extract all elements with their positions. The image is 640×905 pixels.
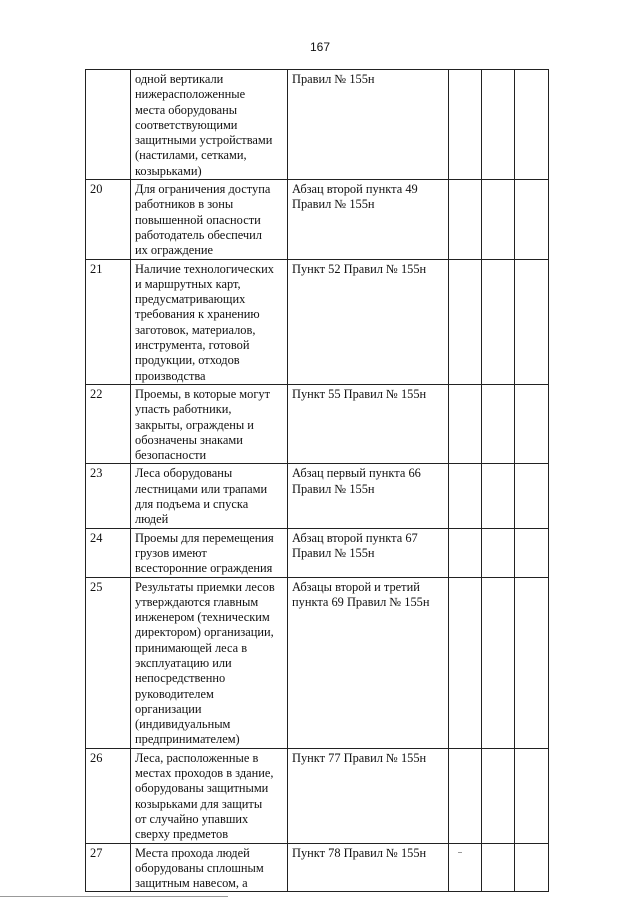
table-row bbox=[86, 528, 549, 577]
answer-na-cell bbox=[515, 180, 549, 259]
row-number: 24 bbox=[86, 528, 131, 577]
table-row bbox=[86, 259, 549, 384]
reference-text: Абзац второй пункта 49 Правил № 155н bbox=[292, 182, 418, 212]
answer-yes-cell bbox=[449, 259, 482, 384]
answer-na-cell bbox=[515, 384, 549, 463]
row-number: 23 bbox=[86, 464, 131, 528]
requirement-cell bbox=[131, 384, 288, 463]
row-number: 21 bbox=[86, 259, 131, 384]
answer-yes-cell bbox=[449, 748, 482, 843]
table-row bbox=[86, 577, 549, 748]
answer-na-cell bbox=[515, 528, 549, 577]
reference-cell bbox=[288, 748, 449, 843]
checklist-table bbox=[85, 69, 549, 892]
requirement-cell bbox=[131, 180, 288, 259]
answer-no-cell bbox=[482, 180, 515, 259]
requirement-cell bbox=[131, 843, 288, 892]
scan-mark bbox=[458, 852, 462, 853]
answer-yes-cell bbox=[449, 70, 482, 180]
reference-text: Пункт 55 Правил № 155н bbox=[292, 386, 427, 401]
table-row bbox=[86, 843, 549, 892]
requirement-text: Места прохода людей оборудованы сплошным защитным навесом, а bbox=[135, 845, 264, 891]
reference-text: Пункт 77 Правил № 155н bbox=[292, 750, 427, 765]
reference-cell bbox=[288, 528, 449, 577]
row-number: 20 bbox=[86, 180, 131, 259]
answer-yes-cell bbox=[449, 464, 482, 528]
table-row bbox=[86, 180, 549, 259]
reference-cell bbox=[288, 259, 449, 384]
answer-na-cell bbox=[515, 748, 549, 843]
page-number: 167 bbox=[309, 40, 331, 54]
answer-no-cell bbox=[482, 464, 515, 528]
answer-no-cell bbox=[482, 259, 515, 384]
answer-yes-cell bbox=[449, 180, 482, 259]
reference-text: Пункт 78 Правил № 155н bbox=[292, 845, 427, 860]
requirement-text: Леса оборудованы лестницами или трапами для подъема и спуска людей bbox=[135, 466, 268, 527]
answer-no-cell bbox=[482, 577, 515, 748]
row-number: 25 bbox=[86, 577, 131, 748]
requirement-cell bbox=[131, 259, 288, 384]
answer-no-cell bbox=[482, 843, 515, 892]
reference-cell bbox=[288, 384, 449, 463]
requirement-text: Результаты приемки лесов утверждаются главным инженером (техническим директором) организации, принимающей леса в эксплуатацию или непосредственно руководителем организации (индивидуальным предпринимателем) bbox=[135, 579, 275, 747]
reference-cell bbox=[288, 464, 449, 528]
answer-no-cell bbox=[482, 748, 515, 843]
footnote-divider bbox=[0, 896, 228, 897]
table-row bbox=[86, 464, 549, 528]
requirement-cell bbox=[131, 748, 288, 843]
answer-na-cell bbox=[515, 843, 549, 892]
row-number: 22 bbox=[86, 384, 131, 463]
answer-na-cell bbox=[515, 70, 549, 180]
reference-text: Абзацы второй и третий пункта 69 Правил № 155н bbox=[292, 579, 430, 609]
table-row bbox=[86, 70, 549, 180]
answer-no-cell bbox=[482, 384, 515, 463]
requirement-text: Проемы, в которые могут упасть работники, закрыты, ограждены и обозначены знаками безопасности bbox=[135, 386, 271, 463]
answer-no-cell bbox=[482, 70, 515, 180]
table-row bbox=[86, 748, 549, 843]
reference-text: Абзац второй пункта 67 Правил № 155н bbox=[292, 530, 418, 560]
requirement-cell bbox=[131, 528, 288, 577]
answer-na-cell bbox=[515, 259, 549, 384]
requirement-text: Леса, расположенные в местах проходов в здание, оборудованы защитными козырьками для защиты от случайно упавших сверху предметов bbox=[135, 750, 274, 842]
requirement-cell bbox=[131, 577, 288, 748]
requirement-text: одной вертикали нижерасположенные места оборудованы соответствующими защитными устройствами (настилами, сетками, козырьками) bbox=[135, 72, 273, 178]
table-row bbox=[86, 384, 549, 463]
row-number: 27 bbox=[86, 843, 131, 892]
answer-yes-cell bbox=[449, 577, 482, 748]
requirement-cell bbox=[131, 70, 288, 180]
row-number: 26 bbox=[86, 748, 131, 843]
answer-na-cell bbox=[515, 577, 549, 748]
requirement-text: Проемы для перемещения грузов имеют всесторонние ограждения bbox=[135, 530, 274, 576]
reference-cell bbox=[288, 843, 449, 892]
reference-text: Абзац первый пункта 66 Правил № 155н bbox=[292, 466, 421, 496]
reference-cell bbox=[288, 70, 449, 180]
reference-cell bbox=[288, 180, 449, 259]
requirement-text: Для ограничения доступа работников в зоны повышенной опасности работодатель обеспечил их ограждение bbox=[135, 182, 271, 258]
answer-no-cell bbox=[482, 528, 515, 577]
reference-text: Правил № 155н bbox=[292, 72, 375, 86]
answer-na-cell bbox=[515, 464, 549, 528]
answer-yes-cell bbox=[449, 843, 482, 892]
answer-yes-cell bbox=[449, 384, 482, 463]
answer-yes-cell bbox=[449, 528, 482, 577]
requirement-cell bbox=[131, 464, 288, 528]
reference-text: Пункт 52 Правил № 155н bbox=[292, 261, 427, 276]
row-number bbox=[86, 70, 131, 180]
reference-cell bbox=[288, 577, 449, 748]
requirement-text: Наличие технологических и маршрутных карт, предусматривающих требования к хранению заготовок, материалов, инструмента, готовой продукции, отходов производства bbox=[135, 261, 274, 383]
